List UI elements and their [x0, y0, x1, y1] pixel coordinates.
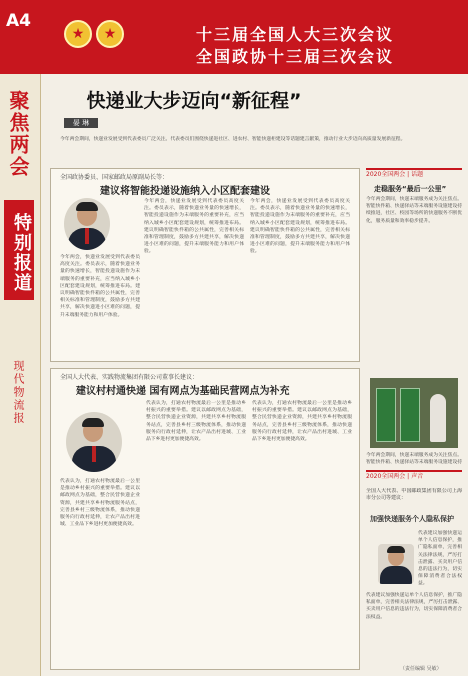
national-emblem-icon: ★ [64, 20, 92, 48]
right-story1-title: 走稳服务“最后一公里” [374, 185, 447, 193]
editor-note: （责任编辑 吴敏） [400, 666, 442, 672]
main-headline: 快递业大步迈向“新征程” [86, 90, 302, 112]
delegate-portrait-3 [378, 544, 414, 584]
story2-title: 建议村村通快递 国有网点为基础民营网点为补充 [76, 386, 290, 397]
lede-paragraph: 今年两会期间，快递业发展受到代表委员广泛关注。代表委员们围绕快递进社区、进农村、智能快递柜建设等话题建言献策，推动行业大步迈向高质量发展新征程。 [60, 137, 406, 142]
topic-tag: 2020全国两会 | 话题 [366, 168, 462, 180]
story1-body-col1: 今年两会，快递业发展受到代表委员高度关注。委员表示，随着快递业务量的快速增长，智能投递设施作为末端服务的重要补充，应当纳入城乡小区配套建设规划，统筹推进布局。建议明确智能快件箱的公共属性，完善相关标准和管理制度，鼓励多方共建共享，解决快递进小区难的问题，提升末端服务能力和用户体验。 [60, 255, 140, 318]
right-story2-kicker: 全国人大代表、中国邮政集团有限公司上海市分公司等建议： [366, 488, 462, 502]
smart-locker-photo [370, 378, 458, 448]
right-story2-title: 加强快递服务个人隐私保护 [370, 515, 454, 523]
right-story1-body: 今年两会期间，快递末端服务成为关注焦点。智能快件箱、快递驿站等末端服务设施建设持续推进，社区、校园等场所的快递服务不断优化，服务质量和效率稳步提升。 [366, 197, 462, 224]
story2-body-col1: 代表认为，打通农村物流最后一公里是推动乡村振兴的重要举措。建议以邮政网点为基础，整合民营快递企业资源，共建共享乡村物流服务站点，完善县乡村三级物流体系，推动快递服务向行政村延伸，让农产品出村进城、工业品下乡进村更加便捷高效。 [60, 479, 140, 528]
cppcc-emblem-icon: ★ [96, 20, 124, 48]
story2-kicker: 全国人大代表、实践物流集团有限公司董事长建议： [60, 374, 199, 381]
publication-label: 现代物流报 [12, 360, 25, 425]
story1-title: 建议将智能投递设施纳入小区配套建设 [100, 186, 270, 197]
right-story2-body-a: 代表建议加强快递运单个人信息保护，推广隐私面单，完善相关法律法规，严厉打击泄露、买卖用户信息的违法行为，切实保障消费者合法权益。 [418, 531, 462, 587]
masthead-line-1: 十三届全国人大三次会议 [195, 25, 394, 44]
section-focus-label: 聚焦两会 [6, 90, 30, 178]
story2-body-col2: 代表认为，打通农村物流最后一公里是推动乡村振兴的重要举措。建议以邮政网点为基础，整合民营快递企业资源，共建共享乡村物流服务站点，完善县乡村三级物流体系，推动快递服务向行政村延伸，让农产品出村进城、工业品下乡进村更加便捷高效。 [146, 401, 246, 443]
story1-body-col2: 今年两会，快递业发展受到代表委员高度关注。委员表示，随着快递业务量的快速增长，智能投递设施作为末端服务的重要补充，应当纳入城乡小区配套建设规划，统筹推进布局。建议明确智能快件箱的公共属性，完善相关标准和管理制度，鼓励多方共建共享，解决快递进小区难的问题，提升末端服务能力和用户体验。 [144, 199, 244, 255]
delegate-portrait [64, 198, 110, 250]
right-story2-body-b: 代表建议加强快递运单个人信息保护，推广隐私面单，完善相关法律法规，严厉打击泄露、买卖用户信息的违法行为，切实保障消费者合法权益。 [366, 593, 462, 620]
masthead-line-2: 全国政协十三届三次会议 [195, 47, 394, 66]
photo-caption: 今年两会期间，快递末端服务成为关注焦点。智能快件箱、快递驿站等末端服务设施建设持 [366, 453, 462, 466]
story1-body-col3: 今年两会，快递业发展受到代表委员高度关注。委员表示，随着快递业务量的快速增长，智能投递设施作为末端服务的重要补充，应当纳入城乡小区配套建设规划，统筹推进布局。建议明确智能快件箱的公共属性，完善相关标准和管理制度，鼓励多方共建共享，解决快递进小区难的问题，提升末端服务能力和用户体验。 [250, 199, 350, 255]
byline: 晏 琳 [64, 118, 98, 128]
voice-tag: 2020全国两会 | 声音 [366, 470, 462, 482]
story1-kicker: 全国政协委员、国家邮政局原副局长等： [60, 174, 169, 181]
page-number: A4 [6, 11, 31, 31]
story2-body-col3: 代表认为，打通农村物流最后一公里是推动乡村振兴的重要举措。建议以邮政网点为基础，整合民营快递企业资源，共建共享乡村物流服务站点，完善县乡村三级物流体系，推动快递服务向行政村延伸，让农产品出村进城、工业品下乡进村更加便捷高效。 [252, 401, 352, 443]
delegate-portrait-2 [66, 412, 122, 472]
special-report-label: 特别报道 [4, 200, 34, 300]
